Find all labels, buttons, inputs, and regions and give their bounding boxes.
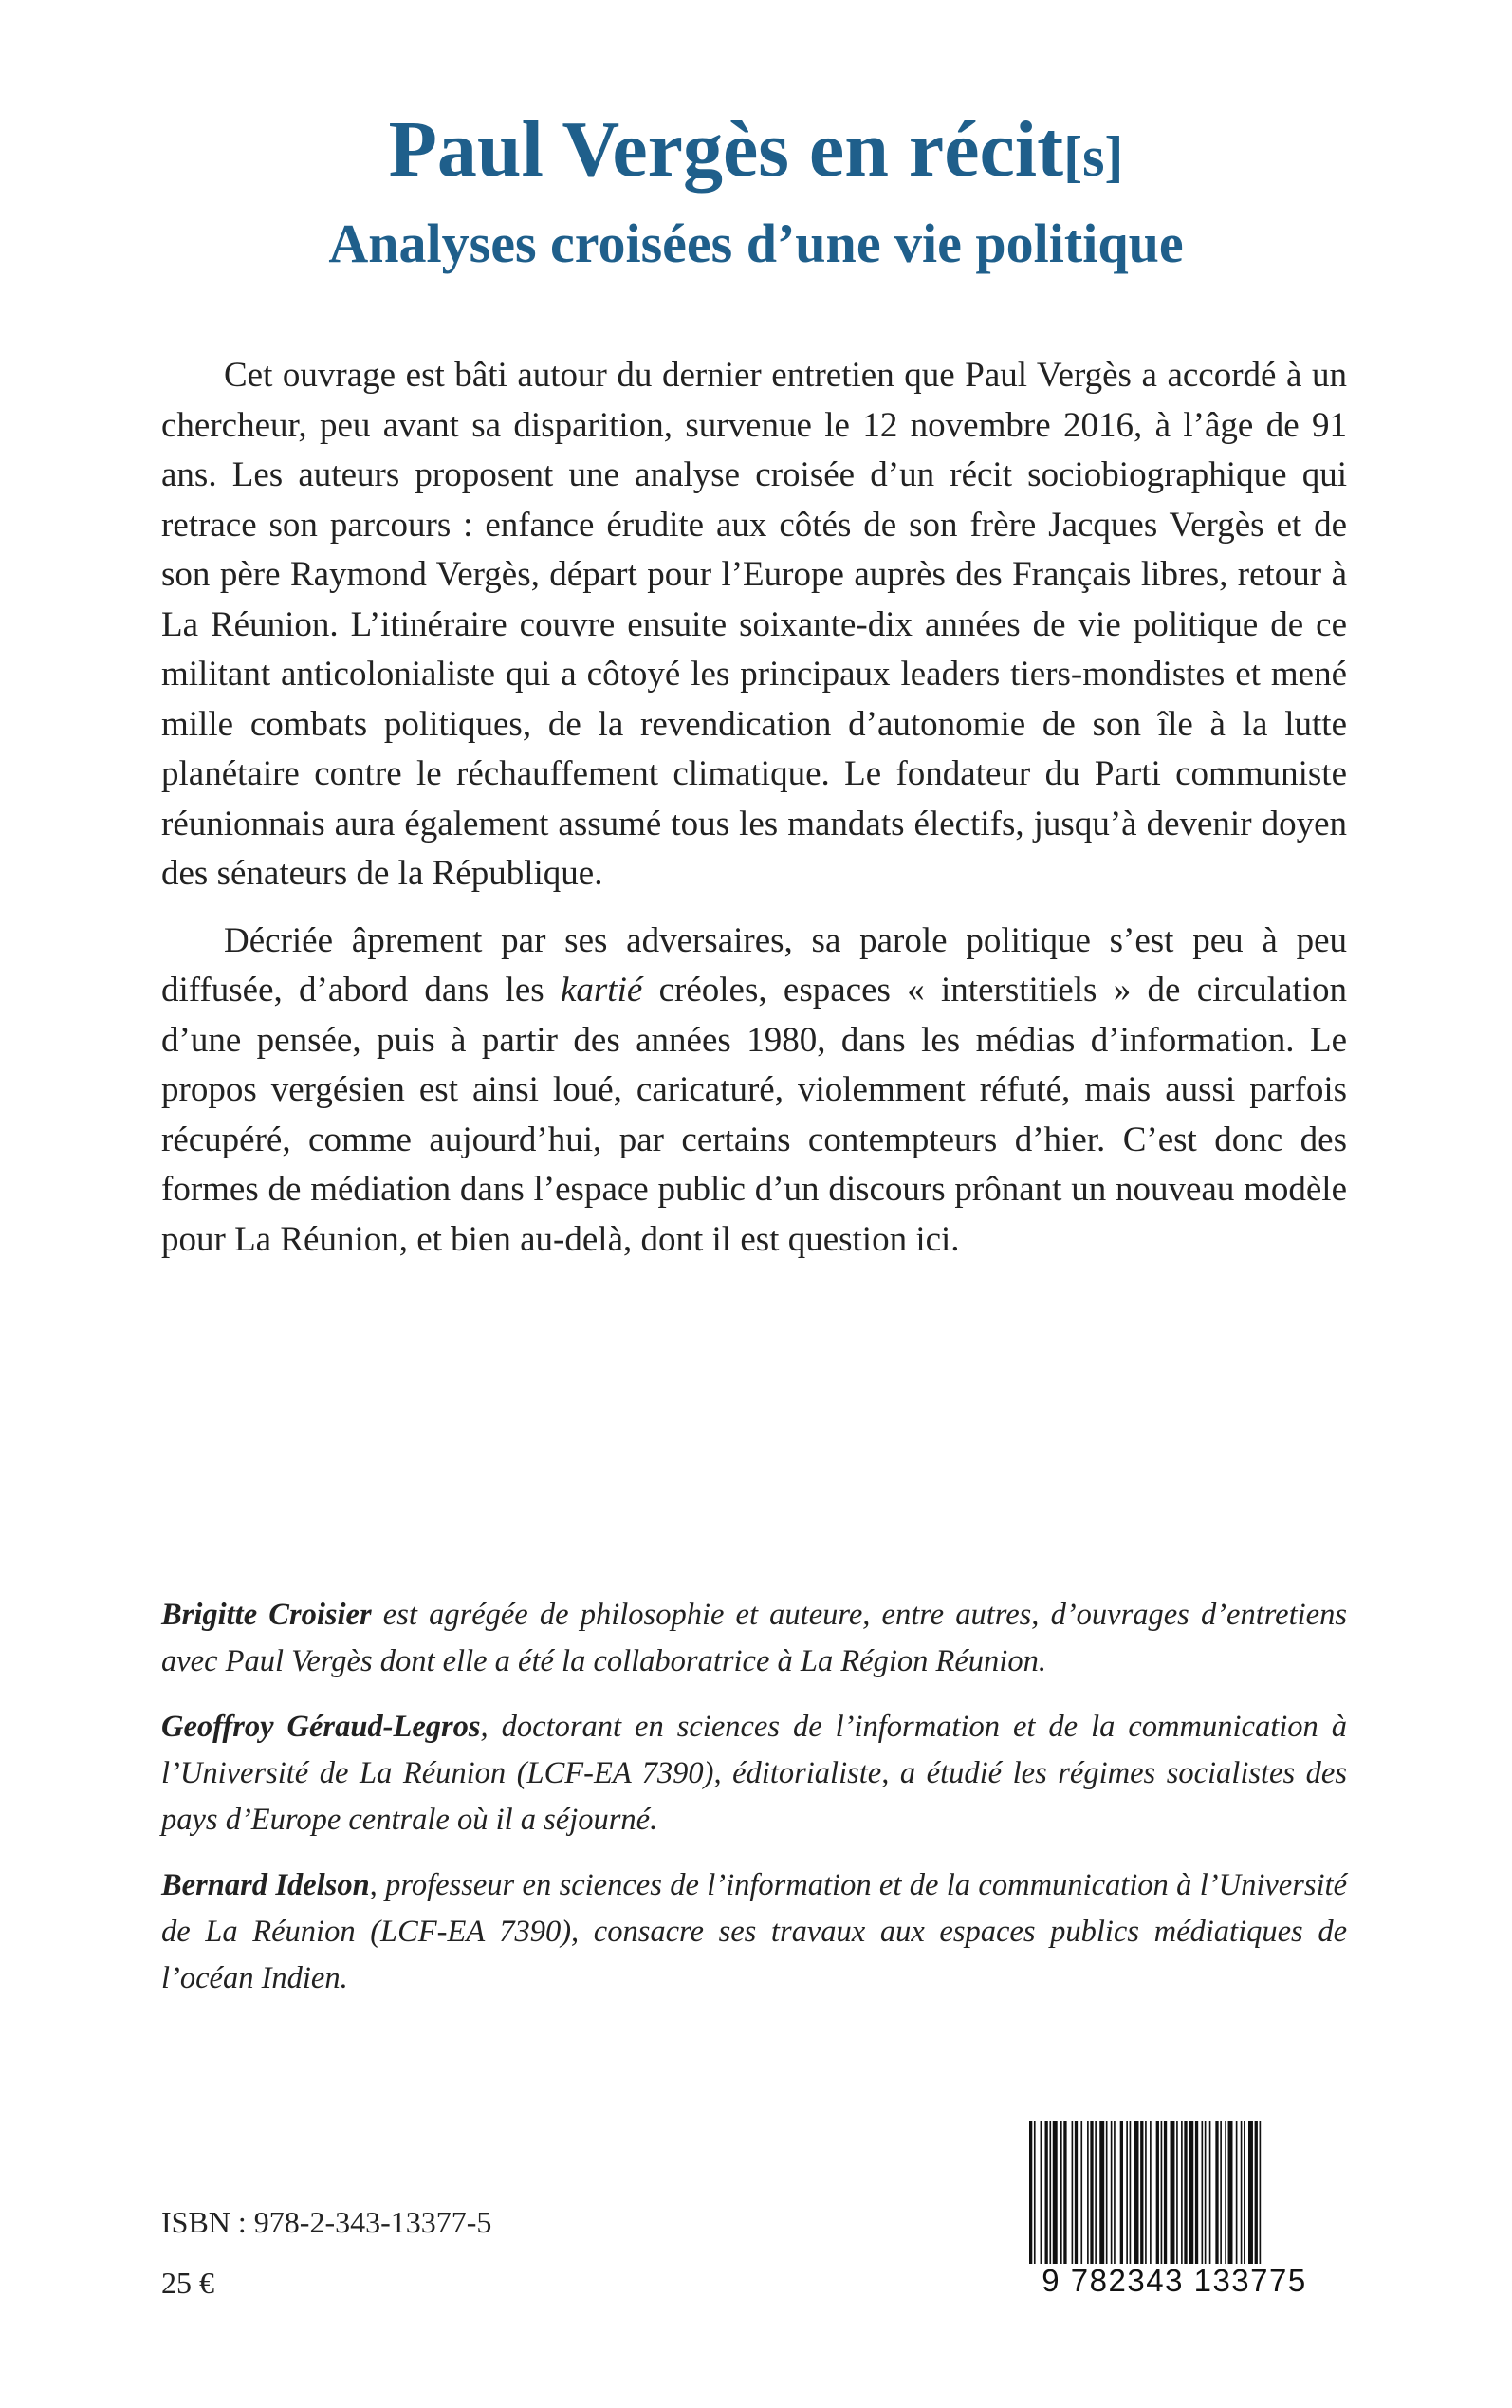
barcode-bar xyxy=(1176,2121,1178,2264)
barcode-bar xyxy=(1236,2121,1238,2264)
author-description: est agrégée de philosophie et auteure, entre autres, d’ouvrages d’entretiens avec Paul Vergès dont elle a été la collaboratrice à La Région Réunion. xyxy=(161,1598,1347,1678)
author-bios xyxy=(161,1592,1347,2021)
author-name: Bernard Idelson xyxy=(161,1868,370,1902)
book-title-main: Paul Vergès en récit xyxy=(388,105,1064,194)
barcode-bar xyxy=(1202,2121,1204,2264)
barcode-bar xyxy=(1126,2121,1128,2264)
barcode-bar xyxy=(1034,2121,1036,2264)
barcode-bar xyxy=(1029,2121,1032,2264)
barcode-bar xyxy=(1111,2121,1113,2264)
barcode-bar xyxy=(1099,2121,1104,2264)
book-title-suffix: [s] xyxy=(1063,125,1124,188)
summary-paragraph-2-end: créoles, espaces « interstitiels » de circulation d’une pensée, puis à partir des années 1980, dans les médias d’information. Le propos vergésien est ainsi loué, caricaturé, violemment réfuté, mais aussi parfois récupéré, comme aujourd’hui, par certains contempteurs d’hier. C’est donc des formes de médiation dans l’espace public d’un discours prônant un nouveau modèle pour La Réunion, et bien au-delà, dont il est question ici. xyxy=(161,971,1347,1259)
barcode-bar xyxy=(1156,2121,1159,2264)
barcode-bar xyxy=(1140,2121,1143,2264)
author-bio xyxy=(161,1862,1347,2002)
isbn: ISBN : 978-2-343-13377-5 xyxy=(161,2205,492,2239)
barcode-bar xyxy=(1184,2121,1187,2264)
barcode-bar xyxy=(1134,2121,1139,2264)
barcode-bar xyxy=(1120,2121,1123,2264)
barcode-bar xyxy=(1244,2121,1245,2264)
book-subtitle: Analyses croisées d’une vie politique xyxy=(328,213,1184,274)
barcode-bar xyxy=(1164,2121,1167,2264)
author-bio xyxy=(161,1704,1347,1843)
author-name: Geoffroy Géraud-Legros xyxy=(161,1710,481,1744)
barcode-bar xyxy=(1045,2121,1048,2264)
barcode-bar xyxy=(1041,2121,1042,2264)
barcode-bar xyxy=(1215,2121,1218,2264)
book-title xyxy=(0,104,1512,202)
barcode-bar xyxy=(1209,2121,1211,2264)
barcode-bar xyxy=(1248,2121,1253,2264)
barcode-bar xyxy=(1228,2121,1233,2264)
barcode-bar xyxy=(1161,2121,1163,2264)
barcode-bar xyxy=(1114,2121,1116,2264)
barcode-bar xyxy=(1220,2121,1222,2264)
barcode-bar xyxy=(1080,2121,1082,2264)
author-name: Brigitte Croisier xyxy=(161,1598,372,1632)
author-description: , professeur en sciences de l’information et de la communication à l’Université de La Réunion (LCF-EA 7390), consacre ses travaux aux espaces publics médiatiques de l’océan Indien. xyxy=(161,1868,1347,1995)
summary-paragraph-1: Cet ouvrage est bâti autour du dernier entretien que Paul Vergès a accordé à un chercheur, peu avant sa disparition, survenue le 12 novembre 2016, à l’âge de 91 ans. Les auteurs proposent une analyse croisée d’un récit sociobiographique qui retrace son parcours : enfance érudite aux côtés de son frère Jacques Vergès et de son père Raymond Vergès, départ pour l’Europe auprès des Français libres, retour à La Réunion. L’itinéraire couvre ensuite soixante-dix années de vie politique de ce militant anticolonialiste qui a côtoyé les principaux leaders tiers-mondistes et mené mille combats politiques, de la revendication d’autonomie de son île à la lutte planétaire contre le réchauffement climatique. Le fondateur du Parti communiste réunionnais aura également assumé tous les mandats électifs, jusqu’à devenir doyen des sénateurs de la République. xyxy=(161,356,1347,893)
barcode-bar xyxy=(1060,2121,1062,2264)
summary-text xyxy=(161,351,1347,1282)
barcode-bar xyxy=(1195,2121,1198,2264)
barcode-bar xyxy=(1072,2121,1074,2264)
barcode-bar xyxy=(1090,2121,1093,2264)
barcode-number: 9 782343 133775 xyxy=(1042,2263,1307,2298)
barcode-bar xyxy=(1106,2121,1108,2264)
author-bio xyxy=(161,1592,1347,1685)
price: 25 € xyxy=(161,2266,214,2300)
barcode-bar xyxy=(1095,2121,1097,2264)
barcode-bar xyxy=(1225,2121,1226,2264)
summary-paragraph-2 xyxy=(161,917,1347,1266)
barcode-bar xyxy=(1241,2121,1243,2264)
barcode-bar xyxy=(1075,2121,1078,2264)
summary-paragraph-2-start: Décriée âprement par ses adversaires, sa parole politique s’est peu à peu diffusée, d’abord dans les xyxy=(161,920,1347,1010)
barcode-bar xyxy=(1255,2121,1258,2264)
barcode-bar xyxy=(1063,2121,1066,2264)
barcode-bar xyxy=(1181,2121,1183,2264)
barcode-bar xyxy=(1130,2121,1132,2264)
barcode-bar xyxy=(1171,2121,1175,2264)
barcode-bar xyxy=(1087,2121,1089,2264)
author-description: , doctorant en sciences de l’information et de la communication à l’Université de La Réunion (LCF-EA 7390), éditorialiste, a étudié les régimes socialistes des pays d’Europe centrale où il a séjourné. xyxy=(161,1710,1347,1837)
barcode-bar xyxy=(1189,2121,1193,2264)
barcode-bar xyxy=(1260,2121,1262,2264)
barcode-bar xyxy=(1205,2121,1207,2264)
summary-paragraph-2-italic: kartié xyxy=(560,971,643,1010)
barcode-bar xyxy=(1049,2121,1051,2264)
barcode-bar xyxy=(1150,2121,1152,2264)
barcode-bars xyxy=(1025,2121,1323,2264)
barcode-bar xyxy=(1145,2121,1147,2264)
barcode-bar xyxy=(1053,2121,1058,2264)
